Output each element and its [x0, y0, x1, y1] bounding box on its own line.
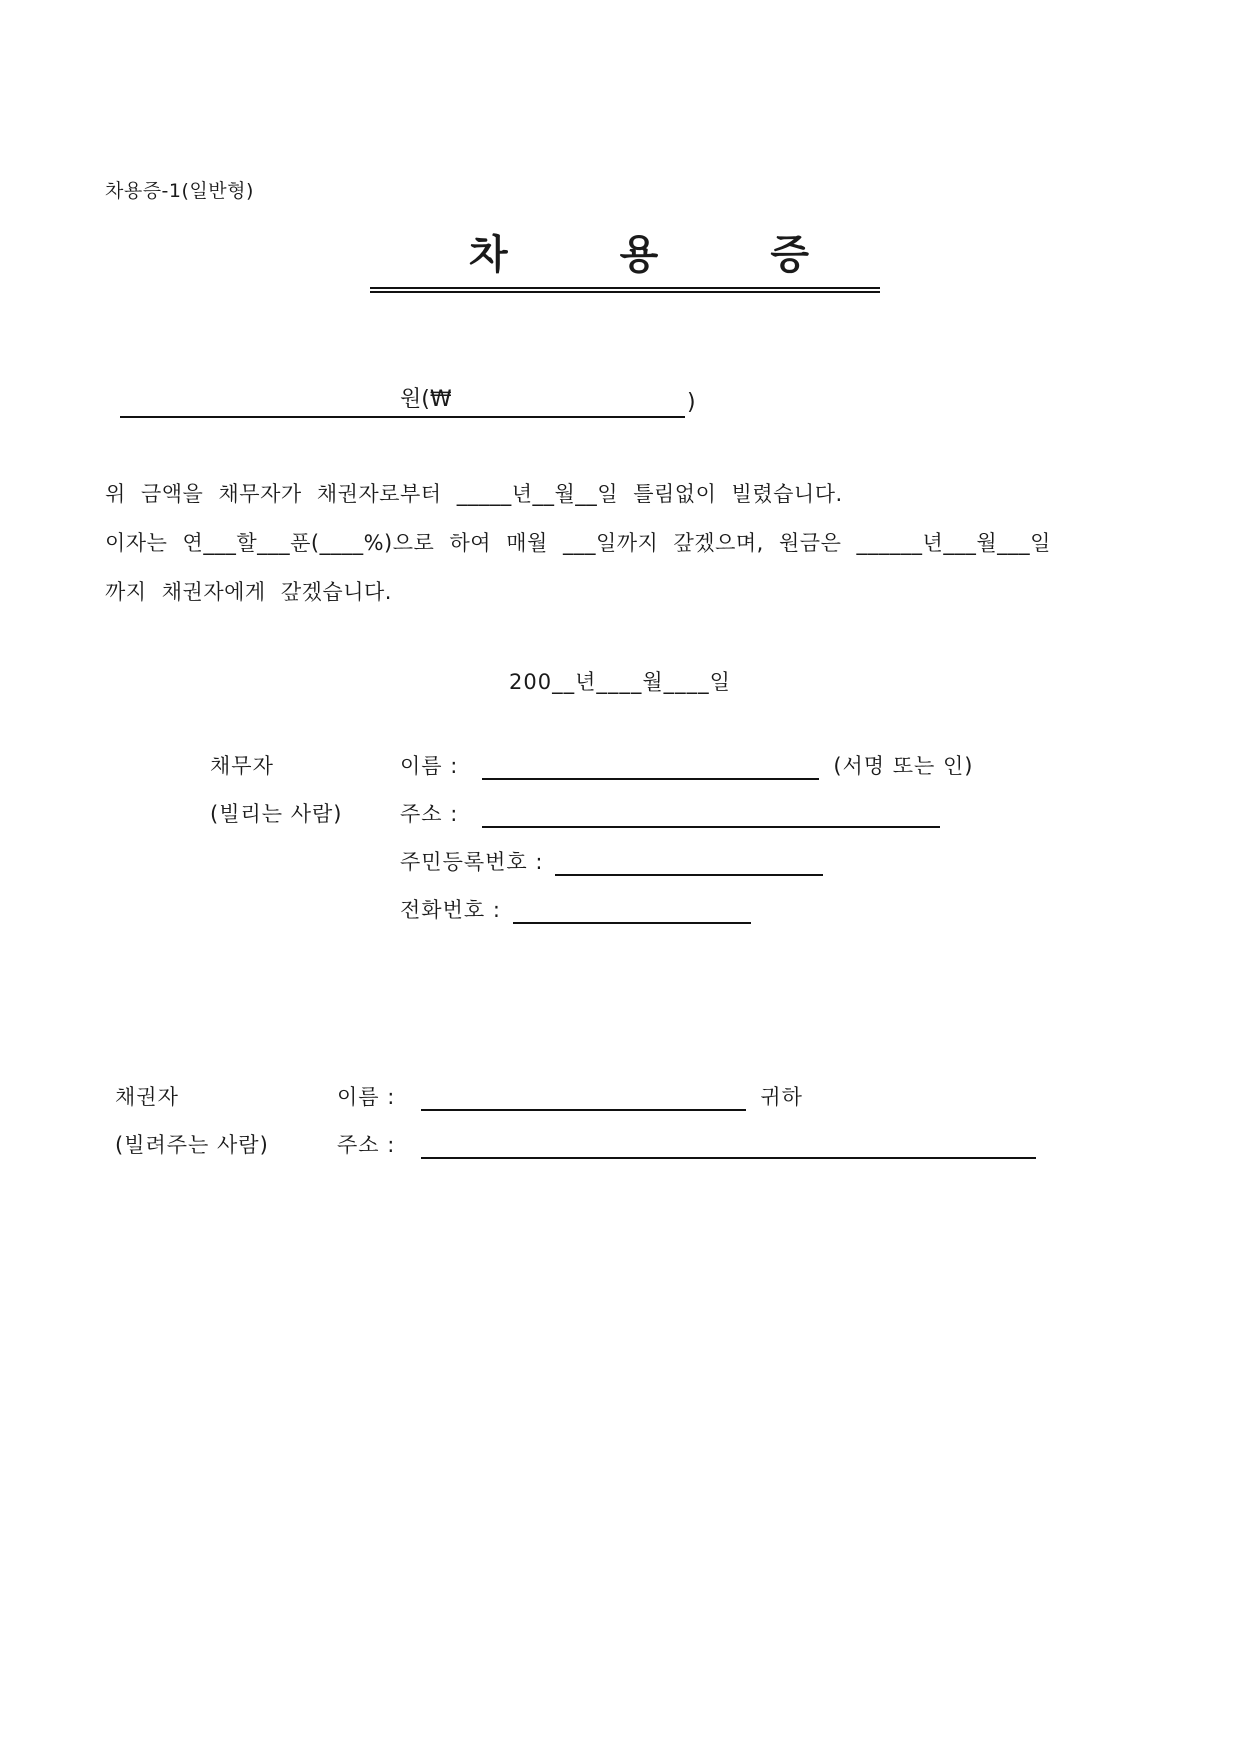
body-line-3: 까지 채권자에게 갚겠습니다.	[105, 580, 392, 604]
creditor-address-row	[115, 1129, 1036, 1159]
creditor-role-sub-label: (빌려주는 사람)	[115, 1133, 269, 1157]
creditor-name-suffix: 귀하	[760, 1085, 803, 1109]
debtor-phone-row	[210, 894, 751, 924]
debtor-name-blank-field	[482, 775, 819, 780]
creditor-name-label: 이름 :	[337, 1085, 396, 1109]
debtor-name-row	[210, 750, 974, 780]
title-char-3: 증	[770, 232, 809, 278]
debtor-phone-blank-field	[513, 919, 751, 924]
amount-close-paren: )	[687, 390, 696, 415]
body-line-1: 위 금액을 채무자가 채권자로부터 _____년__월__일 틀림없이 빌렸습니다.	[105, 482, 843, 506]
doc-type-label: 차용증-1(일반형)	[105, 180, 254, 202]
debtor-address-label: 주소 :	[400, 802, 459, 826]
creditor-name-blank-field	[421, 1106, 746, 1111]
creditor-name-row	[115, 1081, 803, 1111]
date-line: 200__년____월____일	[509, 670, 731, 694]
title-char-2: 용	[619, 232, 659, 278]
body-line-2: 이자는 연___할___푼(____%)으로 하여 매월 ___일까지 갚겠으며, 원금은 ______년___월___일	[105, 531, 1051, 555]
amount-blank-field	[120, 382, 685, 418]
creditor-address-blank-field	[421, 1154, 1036, 1159]
document-title	[370, 233, 880, 277]
creditor-address-label: 주소 :	[337, 1133, 396, 1157]
debtor-address-row	[210, 798, 940, 828]
debtor-name-suffix: (서명 또는 인)	[833, 754, 974, 778]
amount-currency-label: 원(₩	[400, 387, 452, 412]
debtor-rrn-row	[210, 846, 823, 876]
debtor-rrn-label: 주민등록번호 :	[400, 850, 544, 874]
document-title-underline	[370, 233, 880, 293]
debtor-role-label: 채무자	[210, 754, 274, 778]
amount-line	[120, 382, 696, 418]
body-paragraph	[105, 470, 1165, 617]
debtor-rrn-blank-field	[555, 871, 823, 876]
creditor-role-label: 채권자	[115, 1085, 179, 1109]
debtor-role-sub-label: (빌리는 사람)	[210, 802, 343, 826]
debtor-phone-label: 전화번호 :	[400, 898, 501, 922]
debtor-address-blank-field	[482, 823, 940, 828]
title-char-1: 차	[469, 232, 508, 278]
debtor-name-label: 이름 :	[400, 754, 459, 778]
